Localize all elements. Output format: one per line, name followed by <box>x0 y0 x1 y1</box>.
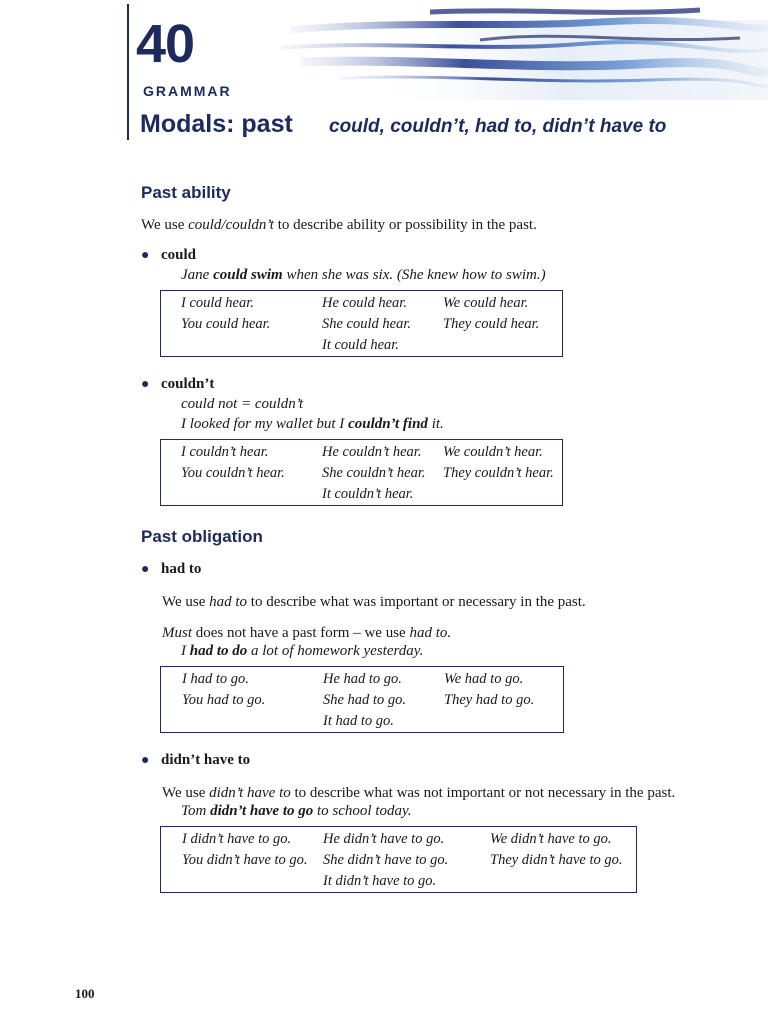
table-cell: You could hear. <box>181 316 271 332</box>
table-cell: I had to go. <box>182 671 249 687</box>
table-cell: We didn’t have to go. <box>490 831 612 847</box>
bullet-icon: ● <box>141 562 150 577</box>
table-cell: You had to go. <box>182 692 266 708</box>
could-table <box>160 290 563 357</box>
bullet-icon: ● <box>141 248 150 263</box>
bullet-icon: ● <box>141 377 150 392</box>
table-cell: He could hear. <box>322 295 407 311</box>
table-cell: He didn’t have to go. <box>323 831 445 847</box>
heading-past-ability: Past ability <box>141 183 231 202</box>
bullet-hadto-label: had to <box>161 561 202 577</box>
header-rule <box>127 4 129 140</box>
table-cell: You couldn’t hear. <box>181 465 285 481</box>
table-cell: They couldn’t hear. <box>443 465 554 481</box>
table-cell: She had to go. <box>323 692 406 708</box>
bullet-could-label: could <box>161 247 197 263</box>
hadto-intro: We use had to to describe what was important or necessary in the past. <box>162 594 586 610</box>
section-label: GRAMMAR <box>143 83 232 99</box>
table-cell: She didn’t have to go. <box>323 852 449 868</box>
table-cell: He couldn’t hear. <box>322 444 422 460</box>
table-cell: She couldn’t hear. <box>322 465 426 481</box>
table-cell: I didn’t have to go. <box>182 831 292 847</box>
table-cell: You didn’t have to go. <box>182 852 308 868</box>
could-example: Jane could swim when she was six. (She knew how to swim.) <box>181 267 546 283</box>
table-cell: It had to go. <box>323 713 394 729</box>
bullet-didnthaveto-label: didn’t have to <box>161 752 251 768</box>
didnthaveto-table <box>160 826 637 893</box>
bullet-couldnt-label: couldn’t <box>161 376 215 392</box>
table-cell: We couldn’t hear. <box>443 444 543 460</box>
page-subtitle: could, couldn’t, had to, didn’t have to <box>329 116 667 137</box>
heading-past-obligation: Past obligation <box>141 527 263 546</box>
unit-number: 40 <box>136 14 195 74</box>
didnthaveto-example: Tom didn’t have to go to school today. <box>181 803 412 819</box>
table-cell: He had to go. <box>323 671 402 687</box>
couldnt-note: could not = couldn’t <box>181 396 304 412</box>
table-cell: We had to go. <box>444 671 524 687</box>
table-cell: It couldn’t hear. <box>322 486 414 502</box>
ability-intro: We use could/couldn’t to describe ability or possibility in the past. <box>141 217 537 233</box>
hadto-table <box>160 666 564 733</box>
table-cell: They could hear. <box>443 316 540 332</box>
page-title: Modals: past <box>140 110 293 138</box>
didnthaveto-intro: We use didn’t have to to describe what was not important or not necessary in the past. <box>162 785 676 801</box>
table-cell: It didn’t have to go. <box>323 873 437 889</box>
page-number: 100 <box>75 986 95 1001</box>
table-cell: She could hear. <box>322 316 411 332</box>
table-cell: It could hear. <box>322 337 399 353</box>
decorative-banner <box>280 0 768 105</box>
table-cell: I could hear. <box>181 295 254 311</box>
couldnt-table <box>160 439 563 506</box>
table-cell: I couldn’t hear. <box>181 444 269 460</box>
table-cell: We could hear. <box>443 295 529 311</box>
bullet-icon: ● <box>141 753 150 768</box>
couldnt-example: I looked for my wallet but I couldn’t find it. <box>181 416 444 432</box>
hadto-note: Must does not have a past form – we use had to. <box>162 625 452 641</box>
hadto-example: I had to do a lot of homework yesterday. <box>181 643 424 659</box>
table-cell: They didn’t have to go. <box>490 852 623 868</box>
table-cell: They had to go. <box>444 692 535 708</box>
